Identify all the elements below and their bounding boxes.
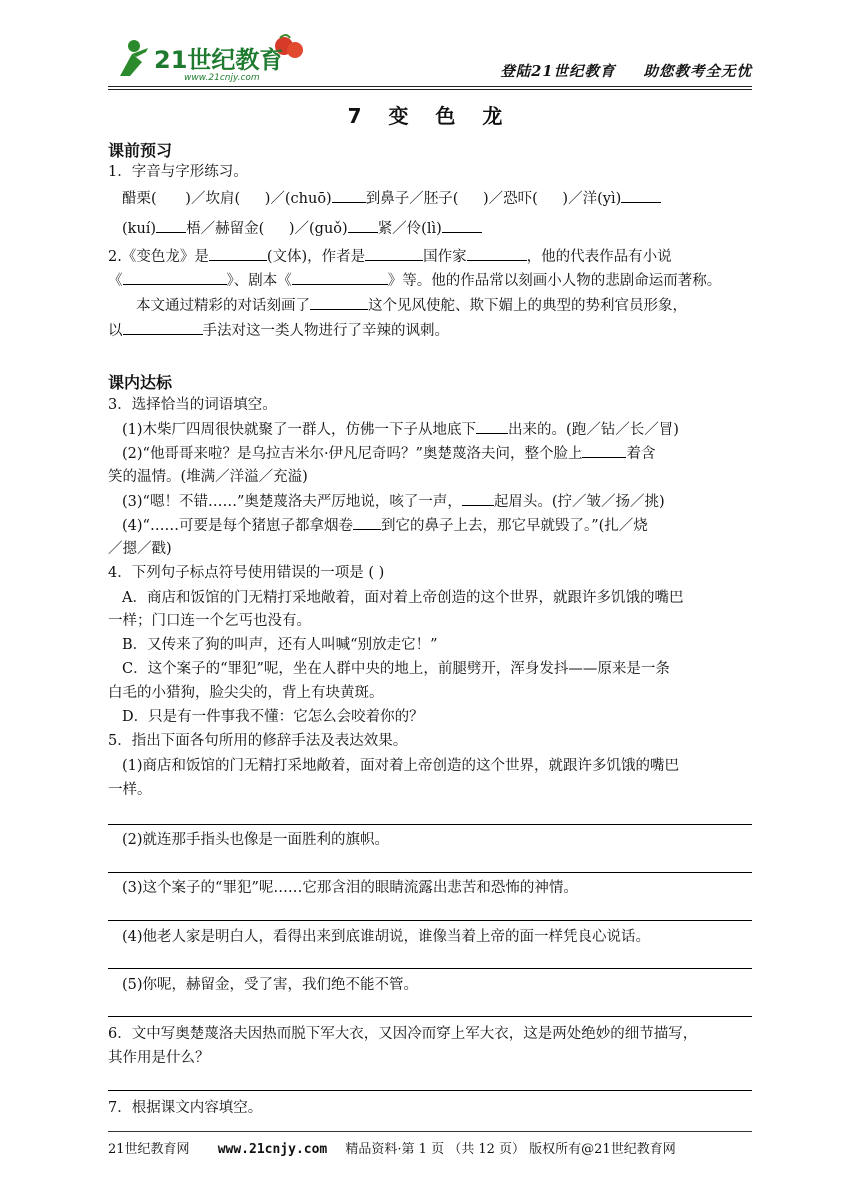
q3-s4: (4)“……可要是每个猪崽子都拿烟卷 到它的鼻子上去，那它早就毁了。”(扎／烧 (122, 515, 752, 536)
q1-row2: (kuí) 梧／赫留金( )／(guǒ) 紧／伶(lì) (122, 218, 752, 239)
answer-line[interactable] (108, 1090, 752, 1091)
q4-option-c: C．这个案子的“罪犯”呢，坐在人群中央的地上，前腿劈开，浑身发抖——原来是一条 (122, 661, 670, 677)
q6-line2: 其作用是什么？ (108, 1050, 210, 1066)
logo-text: 21世纪教育 (154, 46, 284, 74)
q3-s1: (1)木柴厂四周很快就聚了一群人，仿佛一下子从地底下 出来的。(跑／钻／长／冒) (122, 419, 752, 440)
footer-rule (108, 1131, 752, 1132)
q5-s1: (1)商店和饭馆的门无精打采地敞着，面对着上帝创造的这个世界，就跟许多饥饿的嘴巴 (122, 758, 680, 774)
q5-s2: (2)就连那手指头也像是一面胜利的旗帜。 (122, 832, 390, 848)
slogan-right: 助您教考全无忧 (643, 63, 752, 80)
q4-option-b: B．又传来了狗的叫声，还有人叫喊“别放走它！” (122, 637, 438, 653)
q2-line4: 以 手法对这一类人物进行了辛辣的讽刺。 (108, 320, 752, 341)
footer-url[interactable]: www.21cnjy.com (217, 1142, 328, 1157)
site-logo (112, 32, 312, 82)
q3-s2: (2)“他哥哥来啦？是乌拉吉米尔·伊凡尼奇吗？”奥楚蔑洛夫问，整个脸上 着含 (122, 443, 752, 464)
q5-s4: (4)他老人家是明白人，看得出来到底谁胡说，谁像当着上帝的面一样凭良心说话。 (122, 929, 651, 945)
footer-site: 21世纪教育网 (108, 1142, 190, 1157)
q4-stem: 4．下列句子标点符号使用错误的一项是 ( ) (108, 565, 385, 581)
q4-option-a: A．商店和饭馆的门无精打采地敞着，面对着上帝创造的这个世界，就跟许多饥饿的嘴巴 (122, 590, 684, 606)
q5-stem: 5．指出下面各句所用的修辞手法及表达效果。 (108, 733, 408, 749)
slogan-left: 登陆21世纪教育 (500, 63, 616, 80)
q3-s4-cont: ／摁／戳) (108, 541, 172, 557)
footer-info: 精品资料·第 1 页 （共 12 页） 版权所有@21世纪教育网 (345, 1142, 676, 1157)
q4-option-d: D．只是有一件事我不懂：它怎么会咬着你的？ (122, 709, 424, 725)
logo-url: www.21cnjy.com (184, 73, 260, 82)
section-preview: 课前预习 (108, 141, 173, 160)
q6-line1: 6．文中写奥楚蔑洛夫因热而脱下军大衣，又因冷而穿上军大衣，这是两处绝妙的细节描写， (108, 1026, 698, 1042)
q2-line1: 2.《变色龙》是 (文体)，作者是 国作家 ，他的代表作品有小说 (108, 246, 752, 267)
header-rule (108, 86, 752, 87)
page-title: 7 变 色 龙 (347, 104, 513, 128)
q3-stem: 3．选择恰当的词语填空。 (108, 397, 277, 413)
answer-line[interactable] (108, 824, 752, 825)
q1-stem: 1．字音与字形练习。 (108, 164, 248, 180)
page-footer (108, 1138, 676, 1157)
q2-line3: 本文通过精彩的对话刻画了 这个见风使舵、欺下媚上的典型的势利官员形象， (136, 295, 752, 316)
answer-line[interactable] (108, 872, 752, 873)
header-slogan (500, 60, 752, 81)
header-rule-thin (108, 89, 752, 90)
q3-s2-cont: 笑的温情。(堆满／洋溢／充溢) (108, 469, 308, 485)
q5-s3: (3)这个案子的“罪犯”呢……它那含泪的眼睛流露出悲苦和恐怖的神情。 (122, 880, 578, 896)
answer-line[interactable] (108, 1016, 752, 1017)
q3-s3: (3)“嗯！不错……”奥楚蔑洛夫严厉地说，咳了一声， 起眉头。(拧／皱／扬／挑) (122, 491, 752, 512)
q4-option-a-cont: 一样；门口连一个乞丐也没有。 (108, 613, 311, 629)
q5-s5: (5)你呢，赫留金，受了害，我们绝不能不管。 (122, 977, 419, 993)
answer-line[interactable] (108, 968, 752, 969)
section-standard: 课内达标 (108, 373, 173, 392)
q1-row1: 醋栗( )／坎肩( )／(chuō) 到鼻子／胚子( )／恐吓( )／洋(yì) (122, 188, 752, 209)
q7-stem: 7．根据课文内容填空。 (108, 1100, 263, 1116)
answer-line[interactable] (108, 920, 752, 921)
q2-line2: 《 》、剧本《 》等。他的作品常以刻画小人物的悲剧命运而著称。 (108, 270, 752, 291)
q4-option-c-cont: 白毛的小猎狗，脸尖尖的，背上有块黄斑。 (108, 685, 384, 701)
q5-s1-cont: 一样。 (108, 782, 152, 798)
